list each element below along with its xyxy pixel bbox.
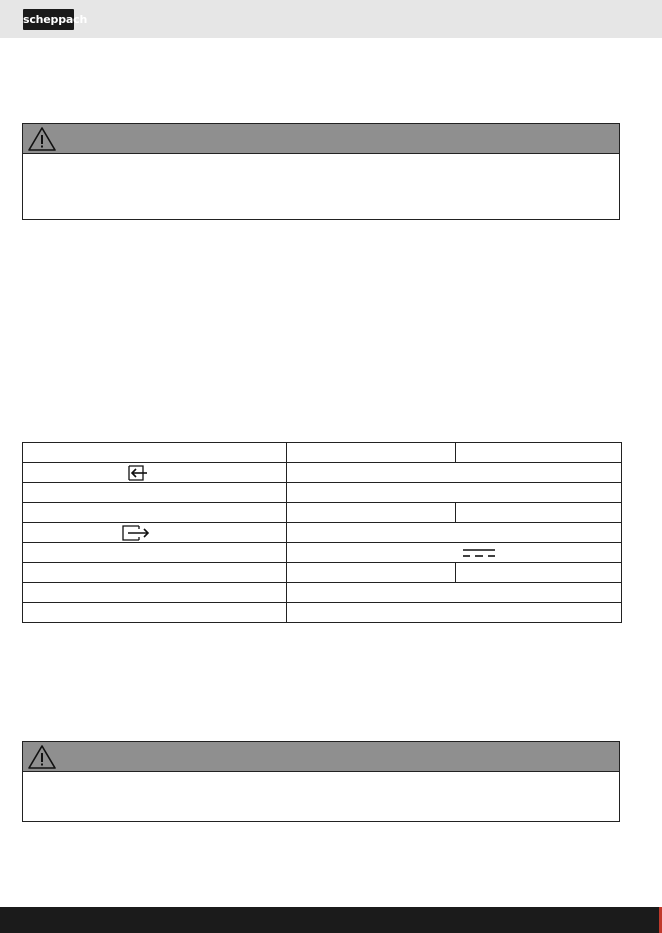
scheppach-logo: scheppach <box>23 9 74 30</box>
row-value <box>287 443 456 463</box>
input-arrow-icon <box>119 465 149 481</box>
footer-bar <box>0 907 662 933</box>
row-value <box>456 503 622 523</box>
row-label <box>23 483 287 503</box>
warning-header <box>23 742 619 772</box>
dc-current-icon <box>463 547 495 559</box>
warning-triangle-icon <box>27 126 57 152</box>
table-row <box>23 463 622 483</box>
row-value <box>287 463 622 483</box>
row-value <box>287 503 456 523</box>
warning-triangle-icon <box>27 744 57 770</box>
table-row <box>23 603 622 623</box>
table-row <box>23 543 622 563</box>
row-label <box>23 583 287 603</box>
row-value <box>287 583 622 603</box>
row-label <box>23 523 287 543</box>
warning-box-top <box>22 123 620 220</box>
warning-header <box>23 124 619 154</box>
row-label <box>23 563 287 583</box>
row-value <box>287 523 622 543</box>
table-row <box>23 563 622 583</box>
output-arrow-icon <box>121 525 151 541</box>
table-row <box>23 583 622 603</box>
table-row <box>23 523 622 543</box>
row-value <box>287 603 622 623</box>
table-row <box>23 503 622 523</box>
row-label <box>23 443 287 463</box>
row-label <box>23 503 287 523</box>
table-row <box>23 443 622 463</box>
row-label <box>23 463 287 483</box>
warning-box-bottom <box>22 741 620 822</box>
row-value <box>287 483 622 503</box>
technical-data-table <box>22 442 622 623</box>
row-value <box>456 563 622 583</box>
row-value <box>287 563 456 583</box>
row-label <box>23 543 287 563</box>
warning-text <box>23 154 619 166</box>
row-value <box>456 443 622 463</box>
row-value <box>287 543 622 563</box>
row-label <box>23 603 287 623</box>
table-row <box>23 483 622 503</box>
warning-text <box>23 772 619 784</box>
header-bar <box>0 0 662 38</box>
